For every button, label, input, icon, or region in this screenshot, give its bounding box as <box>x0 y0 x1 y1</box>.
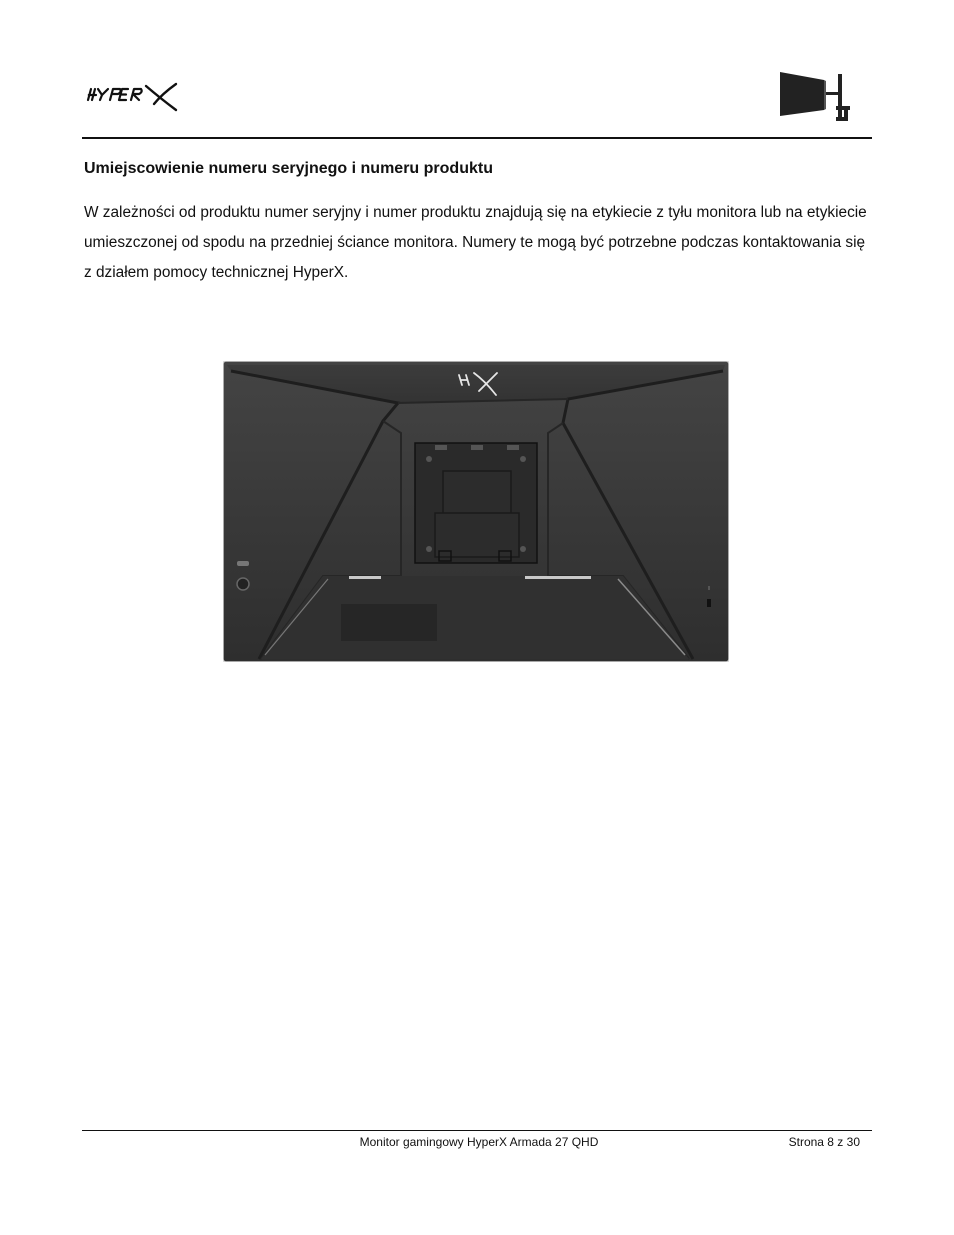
header-rule <box>82 137 872 139</box>
monitor-rear-view-image <box>223 361 729 662</box>
footer-page-number: Strona 8 z 30 <box>788 1135 860 1149</box>
monitor-arm-icon <box>778 70 854 124</box>
hyperx-logo-icon <box>84 80 184 112</box>
section-heading: Umiejscowienie numeru seryjnego i numeru produktu <box>84 160 493 177</box>
section-paragraph: W zależności od produktu numer seryjny i numer produktu znajdują się na etykiecie z tyłu monitora lub na etykiecie umieszczonej od spodu na przedniej ściance monitora. Numery te mogą być potrzebne podczas kontaktowania się z działem pomocy technicznej HyperX. <box>84 204 867 281</box>
footer-rule <box>82 1130 872 1131</box>
footer-document-title: Monitor gamingowy HyperX Armada 27 QHD <box>359 1135 599 1149</box>
